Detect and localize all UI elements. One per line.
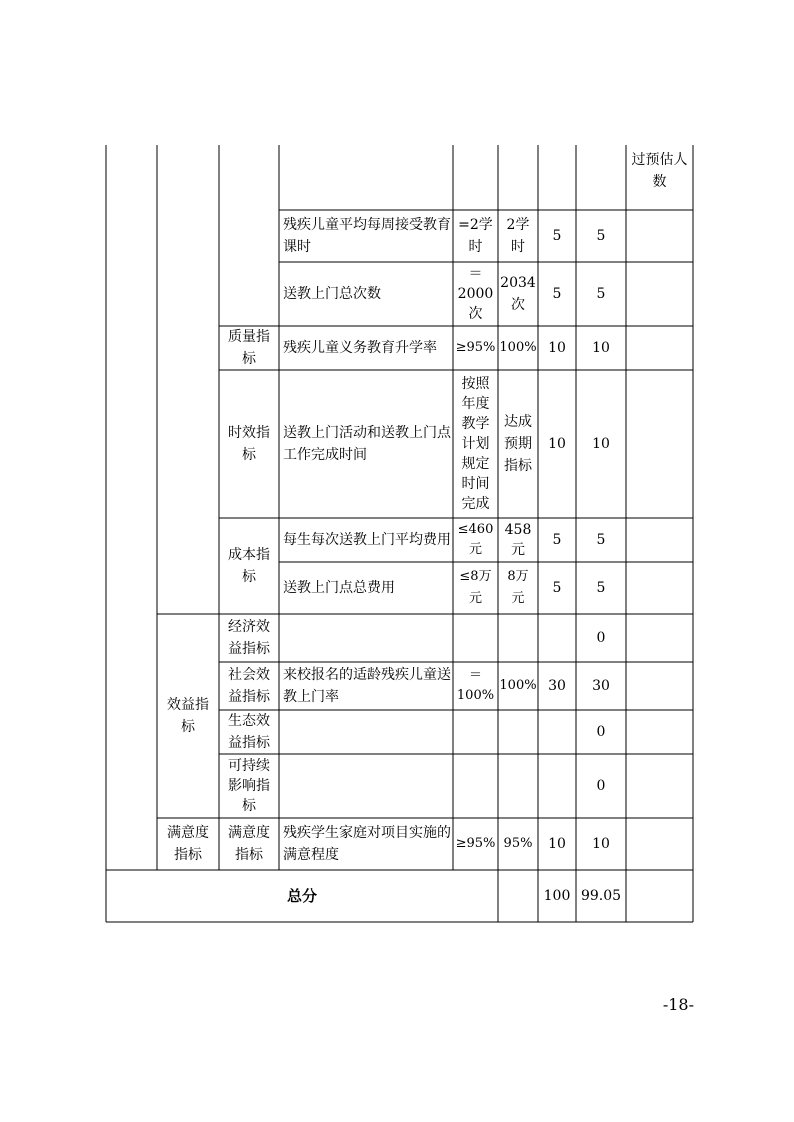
- r12-c7: 10: [548, 836, 566, 852]
- r3-c4: 送教上门总次数: [283, 286, 381, 302]
- r4-c8: 10: [592, 340, 610, 356]
- r12-c8: 10: [592, 836, 610, 852]
- r9-c3: 社会效 益指标: [228, 667, 270, 705]
- r9-c4: 来校报名的适龄残疾儿童送 教上门率: [283, 667, 451, 705]
- r11-c8: 0: [596, 778, 606, 794]
- r7-c4: 送教上门点总费用: [283, 580, 395, 596]
- r5-c7: 10: [548, 436, 566, 452]
- r6-c5: ≤460 元: [457, 522, 494, 557]
- r9-c6: 100%: [499, 678, 537, 693]
- r11-c3: 可持续 影响指 标: [228, 758, 270, 814]
- total-label: 总分: [286, 887, 317, 905]
- r12-c3: 满意度 指标: [228, 825, 270, 863]
- r5-c6: 达成 预期 指标: [504, 414, 532, 474]
- r9-c8: 30: [592, 678, 610, 694]
- r12-c2: 满意度 指标: [167, 825, 209, 863]
- r5-c5: 按照 年度 教学 计划 规定 时间 完成: [461, 376, 490, 512]
- r4-c5: ≥95%: [455, 340, 496, 355]
- r6-c3: 成本指 标: [228, 547, 270, 585]
- r8-c3: 经济效 益指标: [228, 619, 270, 657]
- r6-c6: 458 元: [504, 522, 532, 558]
- r7-c8: 5: [596, 580, 606, 596]
- r8-c2: 效益指 标: [167, 697, 209, 735]
- r7-c6: 8万 元: [507, 569, 529, 606]
- r4-c7: 10: [548, 340, 566, 356]
- r5-c4: 送教上门活动和送教上门点 工作完成时间: [283, 425, 451, 463]
- r1-c9: 过预估人 数: [631, 152, 688, 190]
- r2-c5: =2学 时: [458, 217, 493, 255]
- r4-c4: 残疾儿童义务教育升学率: [283, 340, 437, 356]
- r5-c8: 10: [592, 436, 610, 452]
- r12-c5: ≥95%: [455, 836, 496, 851]
- r9-c5: ＝ 100%: [456, 668, 495, 703]
- r2-c7: 5: [552, 228, 562, 244]
- r5-c3: 时效指 标: [228, 425, 270, 463]
- r12-c6: 95%: [503, 836, 533, 851]
- r9-c7: 30: [548, 678, 566, 694]
- total-c7: 100: [543, 888, 571, 904]
- r6-c7: 5: [552, 532, 562, 548]
- r7-c5: ≤8万 元: [459, 569, 492, 606]
- r3-c6: 2034 次: [500, 275, 536, 313]
- r10-c8: 0: [596, 724, 606, 740]
- r10-c3: 生态效 益指标: [228, 713, 270, 751]
- r3-c8: 5: [596, 286, 606, 302]
- r6-c8: 5: [596, 532, 606, 548]
- r7-c7: 5: [552, 580, 562, 596]
- r6-c4: 每生每次送教上门平均费用: [283, 532, 451, 548]
- r4-c6: 100%: [499, 340, 537, 355]
- r3-c5: ＝ 2000 次: [457, 266, 494, 322]
- r3-c7: 5: [552, 286, 562, 302]
- r2-c6: 2学 时: [506, 217, 530, 255]
- total-c8: 99.05: [580, 888, 622, 904]
- r2-c8: 5: [596, 228, 606, 244]
- r12-c4: 残疾学生家庭对项目实施的 满意程度: [283, 825, 451, 863]
- r4-c3: 质量指 标: [228, 329, 270, 367]
- r2-c4: 残疾儿童平均每周接受教育 课时: [283, 217, 451, 255]
- r8-c8: 0: [596, 630, 606, 646]
- page-number: -18-: [662, 995, 694, 1014]
